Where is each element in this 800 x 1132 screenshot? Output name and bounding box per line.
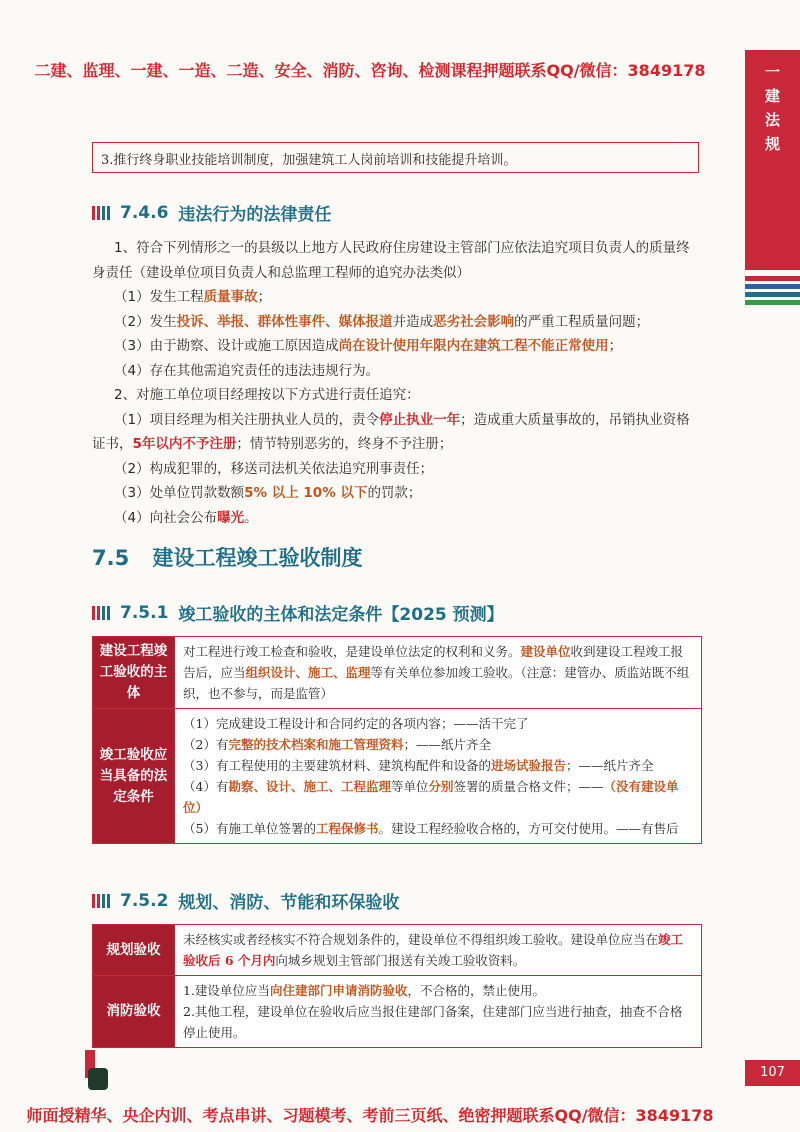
side-tab-char: 一 (764, 63, 780, 81)
fire-item: 1.建设单位应当向住建部门申请消防验收，不合格的，禁止使用。 (183, 983, 545, 998)
section-number: 7.5.2 (120, 890, 169, 911)
table-cell: 对工程进行竣工检查和验收，是建设单位法定的权利和义务。建设单位收到建设工程竣工报告后，应当组织设计、施工、监理等有关单位参加竣工验收。（注意：建管办、质监站既不组织，也不参与，而是监管） (175, 637, 702, 709)
paragraph: 1、符合下列情形之一的县级以上地方人民政府住房建设主管部门应依法追究项目负责人的质量终身责任（建设单位项目负责人和总监理工程师的追究办法类似） (92, 240, 690, 281)
list-item: （3）处单位罚款数额5% 以上 10% 以下的罚款； (114, 485, 422, 501)
chapter-title: 建设工程竣工验收制度 (152, 546, 363, 570)
section-title: 竣工验收的主体和法定条件【2025 预测】 (178, 605, 504, 625)
paragraph: 2、对施工单位项目经理按以下方式进行责任追究： (114, 387, 420, 403)
side-tab-char: 法 (764, 111, 780, 129)
chapter-side-tab (745, 50, 800, 270)
list-item: （1）项目经理为相关注册执业人员的，责令停止执业一年；造成重大质量事故的，吊销执业资格证书，5年以内不予注册；情节特别恶劣的，终身不予注册； (92, 411, 690, 452)
row-header: 规划验收 (93, 925, 175, 976)
fire-item: 2.其他工程，建设单位在验收后应当报住建部门备案，住建部门应当进行抽查，抽查不合格停止使用。 (183, 1004, 683, 1040)
condition-item: （2）有完整的技术档案和施工管理资料；——纸片齐全 (183, 737, 491, 752)
list-item: （1）发生工程质量事故； (114, 289, 272, 305)
section-number: 7.4.6 (120, 202, 169, 223)
promo-banner-top: 二建、监理、一建、一造、二造、安全、消防、咨询、检测课程押题联系QQ/微信：3849178 (34, 61, 706, 80)
acceptance-conditions-table (92, 636, 702, 844)
table-row (93, 925, 702, 976)
legal-liability-text (92, 236, 702, 530)
condition-item: （1）完成建设工程设计和合同约定的各项内容；——活干完了 (183, 716, 529, 731)
section-title: 规划、消防、节能和环保验收 (178, 893, 400, 913)
page-number: 107 (745, 1060, 800, 1086)
side-tab-char: 规 (764, 135, 780, 153)
row-header: 消防验收 (93, 976, 175, 1048)
table-row (93, 709, 702, 844)
section-title: 违法行为的法律责任 (178, 205, 332, 225)
table-cell: 未经核实或者经核实不符合规划条件的，建设单位不得组织竣工验收。建设单位应当在竣工验收后 6 个月内向城乡规划主管部门报送有关竣工验收资料。 (175, 925, 702, 976)
table-row (93, 976, 702, 1048)
list-item: （2）发生投诉、举报、群体性事件、媒体报道并造成恶劣社会影响的严重工程质量问题； (114, 313, 650, 330)
condition-item: （5）有施工单位签署的工程保修书。建设工程经验收合格的，方可交付使用。——有售后 (183, 821, 679, 836)
chapter-number: 7.5 (92, 546, 130, 570)
planning-fire-acceptance-table (92, 924, 702, 1048)
side-tab-char: 建 (764, 87, 780, 105)
chapter-heading-7-5 (92, 542, 363, 572)
promo-banner-bottom: 师面授精华、央企内训、考点串讲、习题模考、考前三页纸、绝密押题联系QQ/微信：3849178 (26, 1106, 714, 1125)
section-heading-7-5-1 (92, 600, 504, 625)
table-cell (175, 976, 702, 1048)
decor-stripes (745, 276, 800, 308)
list-item: （3）由于勘察、设计或施工原因造成尚在设计使用年限内在建筑工程不能正常使用； (114, 338, 623, 354)
list-item: （2）构成犯罪的，移送司法机关依法追究刑事责任； (114, 460, 434, 477)
heading-bars-icon (92, 894, 112, 908)
heading-bars-icon (92, 606, 112, 620)
section-number: 7.5.1 (120, 602, 169, 623)
condition-item: （4）有勘察、设计、施工、工程监理等单位分别签署的质量合格文件；——（没有建设单位） (183, 779, 679, 815)
condition-item: （3）有工程使用的主要建筑材料、建筑构配件和设备的进场试验报告；——纸片齐全 (183, 758, 654, 773)
table-cell (175, 709, 702, 844)
heading-bars-icon (92, 206, 112, 220)
list-item: （4）存在其他需追究责任的违法违规行为。 (114, 362, 380, 379)
row-header: 竣工验收应当具备的法定条件 (93, 709, 175, 844)
table-row (93, 637, 702, 709)
publisher-logo-icon (88, 1068, 108, 1090)
section-heading-7-4-6 (92, 200, 331, 225)
section-heading-7-5-2 (92, 888, 399, 913)
note-box: 3.推行终身职业技能培训制度，加强建筑工人岗前培训和技能提升培训。 (92, 142, 699, 173)
list-item: （4）向社会公布曝光。 (114, 509, 258, 526)
row-header: 建设工程竣工验收的主体 (93, 637, 175, 709)
